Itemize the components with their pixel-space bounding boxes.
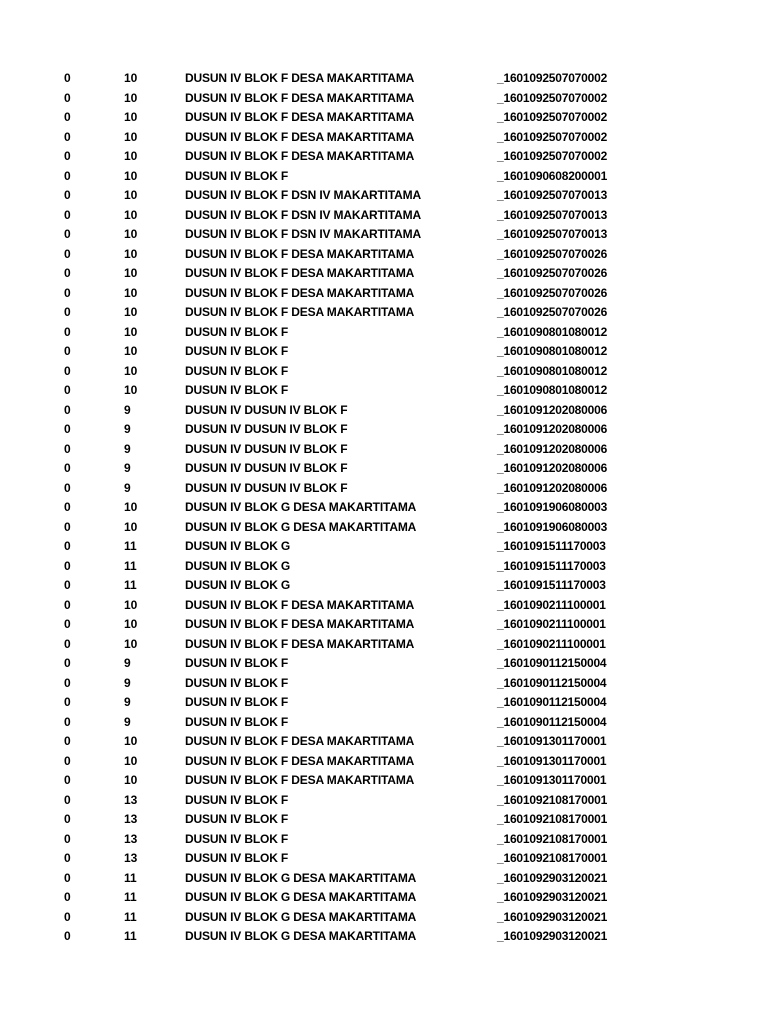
row-address-cell: DUSUN IV BLOK F bbox=[185, 675, 289, 690]
row-number-cell: 11 bbox=[124, 539, 137, 553]
row-number-cell: 10 bbox=[124, 207, 138, 222]
row-number-cell: 13 bbox=[124, 831, 138, 846]
table-row bbox=[0, 128, 768, 148]
table-row bbox=[0, 576, 768, 596]
row-address-cell: DUSUN IV BLOK G DESA MAKARTITAMA bbox=[185, 909, 417, 924]
row-flag-cell: 0 bbox=[64, 227, 71, 241]
row-flag-cell: 0 bbox=[64, 90, 71, 105]
table-row bbox=[0, 518, 768, 538]
row-flag-cell: 0 bbox=[64, 831, 71, 846]
row-address-cell: DUSUN IV BLOK F DESA MAKARTITAMA bbox=[185, 285, 415, 300]
table-row bbox=[0, 69, 768, 89]
row-address-cell: DUSUN IV BLOK F DESA MAKARTITAMA bbox=[185, 90, 415, 105]
row-flag-cell: 0 bbox=[64, 266, 71, 280]
table-row bbox=[0, 849, 768, 869]
row-id-cell: _1601091301170001 bbox=[497, 734, 607, 748]
row-number-cell: 10 bbox=[124, 149, 138, 163]
row-address-cell: DUSUN IV BLOK F bbox=[185, 792, 289, 807]
row-address-cell: DUSUN IV BLOK F DESA MAKARTITAMA bbox=[185, 636, 415, 651]
table-row bbox=[0, 635, 768, 655]
row-flag-cell: 0 bbox=[64, 929, 71, 943]
row-address-cell: DUSUN IV DUSUN IV BLOK F bbox=[185, 441, 348, 456]
row-id-cell: _1601091202080006 bbox=[497, 480, 608, 495]
row-address-cell: DUSUN IV BLOK F bbox=[185, 812, 289, 826]
row-number-cell: 9 bbox=[124, 480, 131, 495]
row-id-cell: _1601091202080006 bbox=[497, 441, 608, 456]
row-address-cell: DUSUN IV DUSUN IV BLOK F bbox=[185, 480, 348, 495]
row-id-cell: _1601091511170003 bbox=[497, 558, 606, 573]
row-address-cell: DUSUN IV BLOK F bbox=[185, 324, 289, 339]
table-row bbox=[0, 420, 768, 440]
row-address-cell: DUSUN IV BLOK G bbox=[185, 539, 291, 553]
table-row bbox=[0, 732, 768, 752]
table-row bbox=[0, 498, 768, 518]
row-address-cell: DUSUN IV BLOK F DESA MAKARTITAMA bbox=[185, 149, 415, 163]
row-address-cell: DUSUN IV BLOK F bbox=[185, 656, 289, 670]
row-id-cell: _1601092507070002 bbox=[497, 90, 608, 105]
row-flag-cell: 0 bbox=[64, 519, 71, 534]
row-id-cell: _1601091202080006 bbox=[497, 422, 608, 436]
row-flag-cell: 0 bbox=[64, 383, 71, 397]
row-flag-cell: 0 bbox=[64, 402, 71, 417]
row-id-cell: _1601091906080003 bbox=[497, 500, 608, 514]
row-address-cell: DUSUN IV BLOK F bbox=[185, 695, 289, 709]
row-address-cell: DUSUN IV DUSUN IV BLOK F bbox=[185, 422, 348, 436]
row-address-cell: DUSUN IV BLOK F DESA MAKARTITAMA bbox=[185, 734, 415, 748]
row-address-cell: DUSUN IV BLOK F bbox=[185, 831, 289, 846]
row-id-cell: _1601092507070026 bbox=[497, 285, 608, 300]
row-id-cell: _1601090211100001 bbox=[497, 636, 606, 651]
row-number-cell: 13 bbox=[124, 792, 138, 807]
row-address-cell: DUSUN IV BLOK F DESA MAKARTITAMA bbox=[185, 71, 415, 85]
row-number-cell: 10 bbox=[124, 344, 138, 358]
row-id-cell: _1601092108170001 bbox=[497, 792, 608, 807]
row-id-cell: _1601091906080003 bbox=[497, 519, 608, 534]
row-number-cell: 10 bbox=[124, 636, 138, 651]
row-address-cell: DUSUN IV BLOK F DESA MAKARTITAMA bbox=[185, 129, 415, 144]
table-row bbox=[0, 225, 768, 245]
row-id-cell: _1601092903120021 bbox=[497, 909, 608, 924]
row-id-cell: _1601091301170001 bbox=[497, 753, 607, 768]
row-id-cell: _1601090801080012 bbox=[497, 344, 608, 358]
table-row bbox=[0, 284, 768, 304]
row-flag-cell: 0 bbox=[64, 558, 71, 573]
row-flag-cell: 0 bbox=[64, 168, 71, 183]
row-number-cell: 9 bbox=[124, 714, 131, 729]
row-id-cell: _1601090801080012 bbox=[497, 383, 608, 397]
row-id-cell: _1601092507070002 bbox=[497, 149, 608, 163]
row-id-cell: _1601091301170001 bbox=[497, 773, 607, 787]
row-flag-cell: 0 bbox=[64, 246, 71, 261]
row-address-cell: DUSUN IV BLOK G DESA MAKARTITAMA bbox=[185, 500, 417, 514]
row-address-cell: DUSUN IV BLOK G bbox=[185, 558, 291, 573]
row-id-cell: _1601091511170003 bbox=[497, 539, 606, 553]
row-number-cell: 11 bbox=[124, 578, 137, 592]
row-id-cell: _1601092507070002 bbox=[497, 110, 608, 124]
row-address-cell: DUSUN IV BLOK G DESA MAKARTITAMA bbox=[185, 890, 417, 904]
row-id-cell: _1601090801080012 bbox=[497, 324, 608, 339]
row-address-cell: DUSUN IV BLOK F DESA MAKARTITAMA bbox=[185, 617, 415, 631]
row-address-cell: DUSUN IV BLOK F bbox=[185, 363, 289, 378]
row-address-cell: DUSUN IV BLOK F DESA MAKARTITAMA bbox=[185, 246, 415, 261]
table-row bbox=[0, 206, 768, 226]
row-number-cell: 10 bbox=[124, 71, 138, 85]
row-number-cell: 10 bbox=[124, 90, 138, 105]
row-number-cell: 10 bbox=[124, 363, 138, 378]
row-address-cell: DUSUN IV DUSUN IV BLOK F bbox=[185, 402, 348, 417]
row-id-cell: _1601092507070026 bbox=[497, 305, 608, 319]
row-id-cell: _1601090211100001 bbox=[497, 597, 606, 612]
table-row bbox=[0, 440, 768, 460]
table-row bbox=[0, 381, 768, 401]
row-number-cell: 9 bbox=[124, 461, 131, 475]
row-address-cell: DUSUN IV BLOK G bbox=[185, 578, 291, 592]
table-row bbox=[0, 557, 768, 577]
row-number-cell: 10 bbox=[124, 110, 138, 124]
row-flag-cell: 0 bbox=[64, 422, 71, 436]
table-row bbox=[0, 167, 768, 187]
row-flag-cell: 0 bbox=[64, 714, 71, 729]
row-id-cell: _1601092507070002 bbox=[497, 71, 608, 85]
row-id-cell: _1601091202080006 bbox=[497, 461, 608, 475]
table-row bbox=[0, 791, 768, 811]
row-address-cell: DUSUN IV BLOK F DESA MAKARTITAMA bbox=[185, 773, 415, 787]
row-flag-cell: 0 bbox=[64, 207, 71, 222]
row-number-cell: 10 bbox=[124, 266, 138, 280]
row-number-cell: 10 bbox=[124, 227, 138, 241]
row-number-cell: 13 bbox=[124, 812, 138, 826]
row-flag-cell: 0 bbox=[64, 110, 71, 124]
row-flag-cell: 0 bbox=[64, 812, 71, 826]
row-flag-cell: 0 bbox=[64, 285, 71, 300]
row-number-cell: 9 bbox=[124, 441, 131, 456]
row-flag-cell: 0 bbox=[64, 909, 71, 924]
row-id-cell: _1601090801080012 bbox=[497, 363, 608, 378]
table-row bbox=[0, 89, 768, 109]
table-row bbox=[0, 810, 768, 830]
row-number-cell: 11 bbox=[124, 929, 137, 943]
row-address-cell: DUSUN IV BLOK F DESA MAKARTITAMA bbox=[185, 305, 415, 319]
row-number-cell: 10 bbox=[124, 285, 138, 300]
row-flag-cell: 0 bbox=[64, 188, 71, 202]
row-number-cell: 10 bbox=[124, 773, 138, 787]
row-number-cell: 9 bbox=[124, 656, 131, 670]
table-row bbox=[0, 147, 768, 167]
row-flag-cell: 0 bbox=[64, 324, 71, 339]
table-row bbox=[0, 459, 768, 479]
row-flag-cell: 0 bbox=[64, 695, 71, 709]
row-id-cell: _1601092108170001 bbox=[497, 851, 608, 865]
row-number-cell: 10 bbox=[124, 246, 138, 261]
table-row bbox=[0, 323, 768, 343]
row-address-cell: DUSUN IV BLOK G DESA MAKARTITAMA bbox=[185, 870, 417, 885]
table-row bbox=[0, 264, 768, 284]
row-id-cell: _1601092507070026 bbox=[497, 246, 608, 261]
row-number-cell: 10 bbox=[124, 519, 138, 534]
row-address-cell: DUSUN IV BLOK F bbox=[185, 851, 289, 865]
row-id-cell: _1601091511170003 bbox=[497, 578, 606, 592]
row-id-cell: _1601090112150004 bbox=[497, 675, 607, 690]
row-number-cell: 9 bbox=[124, 402, 131, 417]
table-row bbox=[0, 693, 768, 713]
table-row bbox=[0, 108, 768, 128]
table-row bbox=[0, 830, 768, 850]
row-id-cell: _1601092108170001 bbox=[497, 831, 608, 846]
table-row bbox=[0, 908, 768, 928]
row-flag-cell: 0 bbox=[64, 344, 71, 358]
row-address-cell: DUSUN IV BLOK F DESA MAKARTITAMA bbox=[185, 266, 415, 280]
row-flag-cell: 0 bbox=[64, 870, 71, 885]
row-number-cell: 13 bbox=[124, 851, 138, 865]
row-number-cell: 10 bbox=[124, 168, 138, 183]
row-flag-cell: 0 bbox=[64, 149, 71, 163]
row-number-cell: 11 bbox=[124, 870, 137, 885]
table-row bbox=[0, 869, 768, 889]
table-row bbox=[0, 342, 768, 362]
row-flag-cell: 0 bbox=[64, 363, 71, 378]
row-flag-cell: 0 bbox=[64, 597, 71, 612]
row-id-cell: _1601091202080006 bbox=[497, 402, 608, 417]
row-id-cell: _1601092507070013 bbox=[497, 227, 608, 241]
row-id-cell: _1601092903120021 bbox=[497, 929, 608, 943]
row-id-cell: _1601090112150004 bbox=[497, 714, 607, 729]
table-row bbox=[0, 927, 768, 947]
table-row bbox=[0, 537, 768, 557]
table-row bbox=[0, 245, 768, 265]
row-number-cell: 11 bbox=[124, 909, 137, 924]
row-address-cell: DUSUN IV BLOK F DSN IV MAKARTITAMA bbox=[185, 227, 422, 241]
row-number-cell: 10 bbox=[124, 753, 138, 768]
row-number-cell: 10 bbox=[124, 324, 138, 339]
row-flag-cell: 0 bbox=[64, 890, 71, 904]
row-address-cell: DUSUN IV BLOK F bbox=[185, 714, 289, 729]
row-number-cell: 9 bbox=[124, 695, 131, 709]
row-address-cell: DUSUN IV BLOK F bbox=[185, 383, 289, 397]
row-flag-cell: 0 bbox=[64, 578, 71, 592]
table-row bbox=[0, 654, 768, 674]
row-flag-cell: 0 bbox=[64, 675, 71, 690]
table-row bbox=[0, 401, 768, 421]
row-flag-cell: 0 bbox=[64, 441, 71, 456]
row-id-cell: _1601090112150004 bbox=[497, 656, 607, 670]
row-number-cell: 10 bbox=[124, 500, 138, 514]
row-number-cell: 9 bbox=[124, 675, 131, 690]
table-row bbox=[0, 713, 768, 733]
row-flag-cell: 0 bbox=[64, 851, 71, 865]
row-id-cell: _1601092507070002 bbox=[497, 129, 608, 144]
row-flag-cell: 0 bbox=[64, 129, 71, 144]
row-flag-cell: 0 bbox=[64, 792, 71, 807]
table-row bbox=[0, 479, 768, 499]
row-id-cell: _1601092507070013 bbox=[497, 207, 608, 222]
row-address-cell: DUSUN IV BLOK F DSN IV MAKARTITAMA bbox=[185, 207, 422, 222]
row-flag-cell: 0 bbox=[64, 539, 71, 553]
row-flag-cell: 0 bbox=[64, 617, 71, 631]
row-id-cell: _1601092507070013 bbox=[497, 188, 608, 202]
row-id-cell: _1601090211100001 bbox=[497, 617, 606, 631]
row-id-cell: _1601090608200001 bbox=[497, 168, 608, 183]
row-id-cell: _1601092903120021 bbox=[497, 870, 608, 885]
row-flag-cell: 0 bbox=[64, 480, 71, 495]
row-id-cell: _1601092507070026 bbox=[497, 266, 608, 280]
table-row bbox=[0, 771, 768, 791]
table-row bbox=[0, 674, 768, 694]
row-number-cell: 10 bbox=[124, 129, 138, 144]
row-flag-cell: 0 bbox=[64, 773, 71, 787]
row-number-cell: 10 bbox=[124, 188, 138, 202]
table-row bbox=[0, 303, 768, 323]
row-flag-cell: 0 bbox=[64, 656, 71, 670]
row-flag-cell: 0 bbox=[64, 500, 71, 514]
row-number-cell: 10 bbox=[124, 734, 138, 748]
row-id-cell: _1601092108170001 bbox=[497, 812, 608, 826]
table-row bbox=[0, 596, 768, 616]
row-number-cell: 9 bbox=[124, 422, 131, 436]
table-row bbox=[0, 186, 768, 206]
row-number-cell: 10 bbox=[124, 597, 138, 612]
row-number-cell: 10 bbox=[124, 383, 138, 397]
row-id-cell: _1601090112150004 bbox=[497, 695, 607, 709]
row-id-cell: _1601092903120021 bbox=[497, 890, 608, 904]
row-address-cell: DUSUN IV BLOK F DESA MAKARTITAMA bbox=[185, 110, 415, 124]
row-flag-cell: 0 bbox=[64, 753, 71, 768]
row-address-cell: DUSUN IV DUSUN IV BLOK F bbox=[185, 461, 348, 475]
row-number-cell: 11 bbox=[124, 890, 137, 904]
data-table bbox=[0, 69, 768, 947]
row-address-cell: DUSUN IV BLOK F bbox=[185, 168, 289, 183]
row-address-cell: DUSUN IV BLOK F DESA MAKARTITAMA bbox=[185, 597, 415, 612]
row-flag-cell: 0 bbox=[64, 305, 71, 319]
row-address-cell: DUSUN IV BLOK F DESA MAKARTITAMA bbox=[185, 753, 415, 768]
row-number-cell: 11 bbox=[124, 558, 137, 573]
row-address-cell: DUSUN IV BLOK G DESA MAKARTITAMA bbox=[185, 929, 417, 943]
table-row bbox=[0, 615, 768, 635]
row-flag-cell: 0 bbox=[64, 734, 71, 748]
table-row bbox=[0, 362, 768, 382]
row-number-cell: 10 bbox=[124, 305, 138, 319]
row-number-cell: 10 bbox=[124, 617, 138, 631]
table-row bbox=[0, 752, 768, 772]
table-row bbox=[0, 888, 768, 908]
row-address-cell: DUSUN IV BLOK G DESA MAKARTITAMA bbox=[185, 519, 417, 534]
row-flag-cell: 0 bbox=[64, 461, 71, 475]
row-flag-cell: 0 bbox=[64, 636, 71, 651]
row-address-cell: DUSUN IV BLOK F bbox=[185, 344, 289, 358]
row-address-cell: DUSUN IV BLOK F DSN IV MAKARTITAMA bbox=[185, 188, 422, 202]
row-flag-cell: 0 bbox=[64, 71, 71, 85]
